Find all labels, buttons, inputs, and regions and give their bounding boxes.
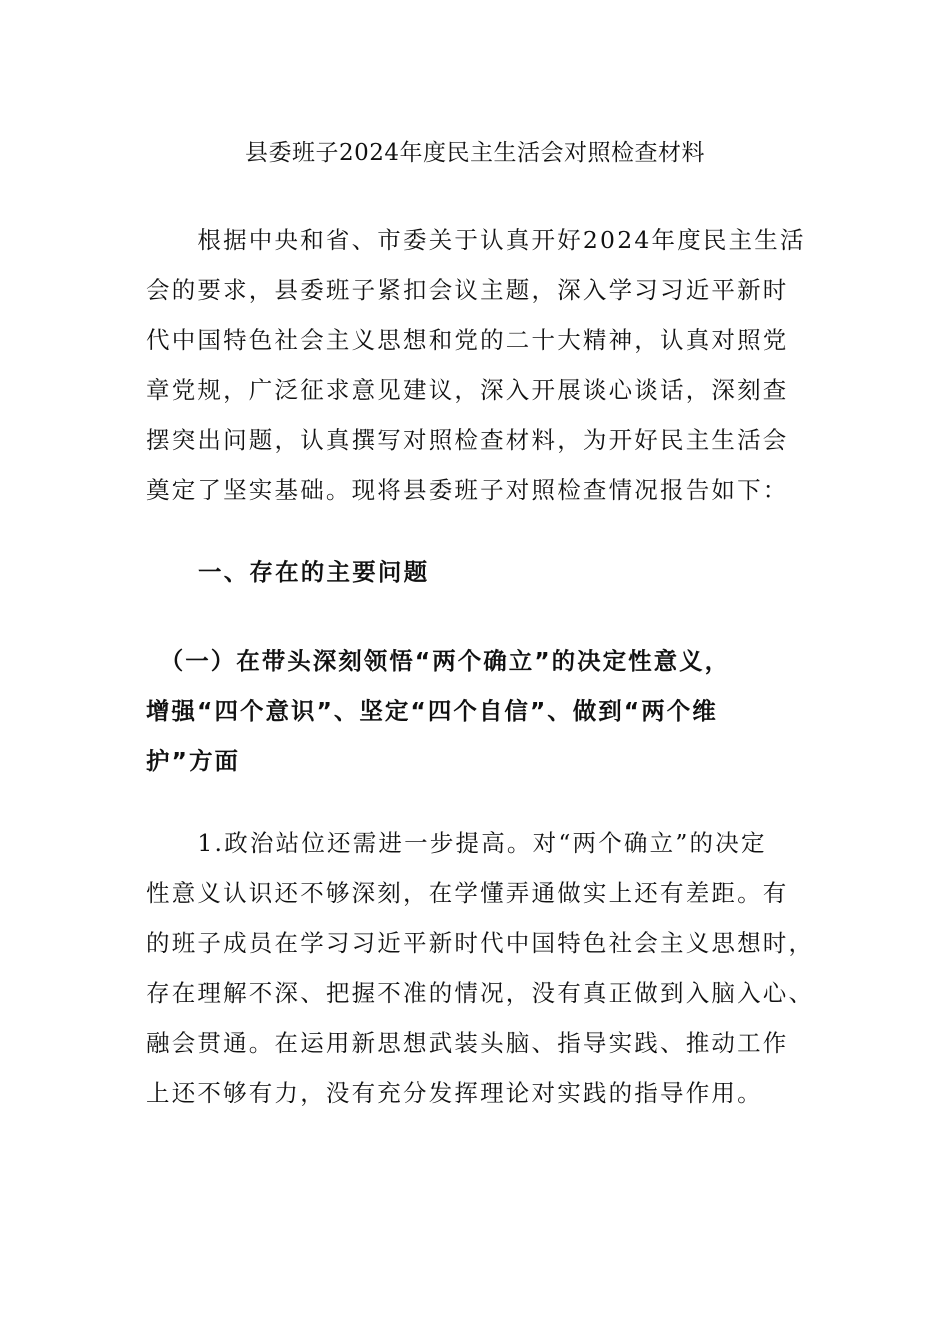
item-line: 上还不够有力，没有充分发挥理论对实践的指导作用。 [146, 1079, 763, 1107]
subsection-heading-line: 增强“四个意识”、坚定“四个自信”、做到“两个维 [146, 697, 718, 725]
intro-line: 奠定了坚实基础。现将县委班子对照检查情况报告如下： [146, 476, 789, 504]
intro-paragraph [146, 215, 806, 515]
document-title: 县委班子2024年度民主生活会对照检查材料 [244, 140, 706, 166]
subsection-heading-1 [146, 636, 826, 786]
intro-line: 代中国特色社会主义思想和党的二十大精神，认真对照党 [146, 326, 789, 354]
item-line: 融会贯通。在运用新思想武装头脑、指导实践、推动工作 [146, 1029, 789, 1057]
item-line: 性意义认识还不够深刻，在学懂弄通做实上还有差距。有 [146, 879, 789, 907]
subsection-heading-line: （一）在带头深刻领悟“两个确立”的决定性意义， [146, 647, 731, 675]
intro-line: 摆突出问题，认真撰写对照检查材料，为开好民主生活会 [146, 426, 789, 454]
intro-line: 会的要求，县委班子紧扣会议主题，深入学习习近平新时 [146, 276, 789, 304]
item-1-paragraph [146, 818, 815, 1118]
item-line: 的班子成员在学习习近平新时代中国特色社会主义思想时， [146, 929, 815, 957]
item-line: 存在理解不深、把握不准的情况，没有真正做到入脑入心、 [146, 979, 815, 1007]
intro-line: 章党规，广泛征求意见建议，深入开展谈心谈话，深刻查 [146, 376, 789, 404]
intro-line: 根据中央和省、市委关于认真开好2024年度民主生活 [146, 226, 806, 254]
item-line: 1.政治站位还需进一步提高。对“两个确立”的决定 [146, 829, 767, 857]
section-heading-problems: 一、存在的主要问题 [198, 558, 430, 586]
subsection-heading-line: 护”方面 [146, 747, 240, 775]
